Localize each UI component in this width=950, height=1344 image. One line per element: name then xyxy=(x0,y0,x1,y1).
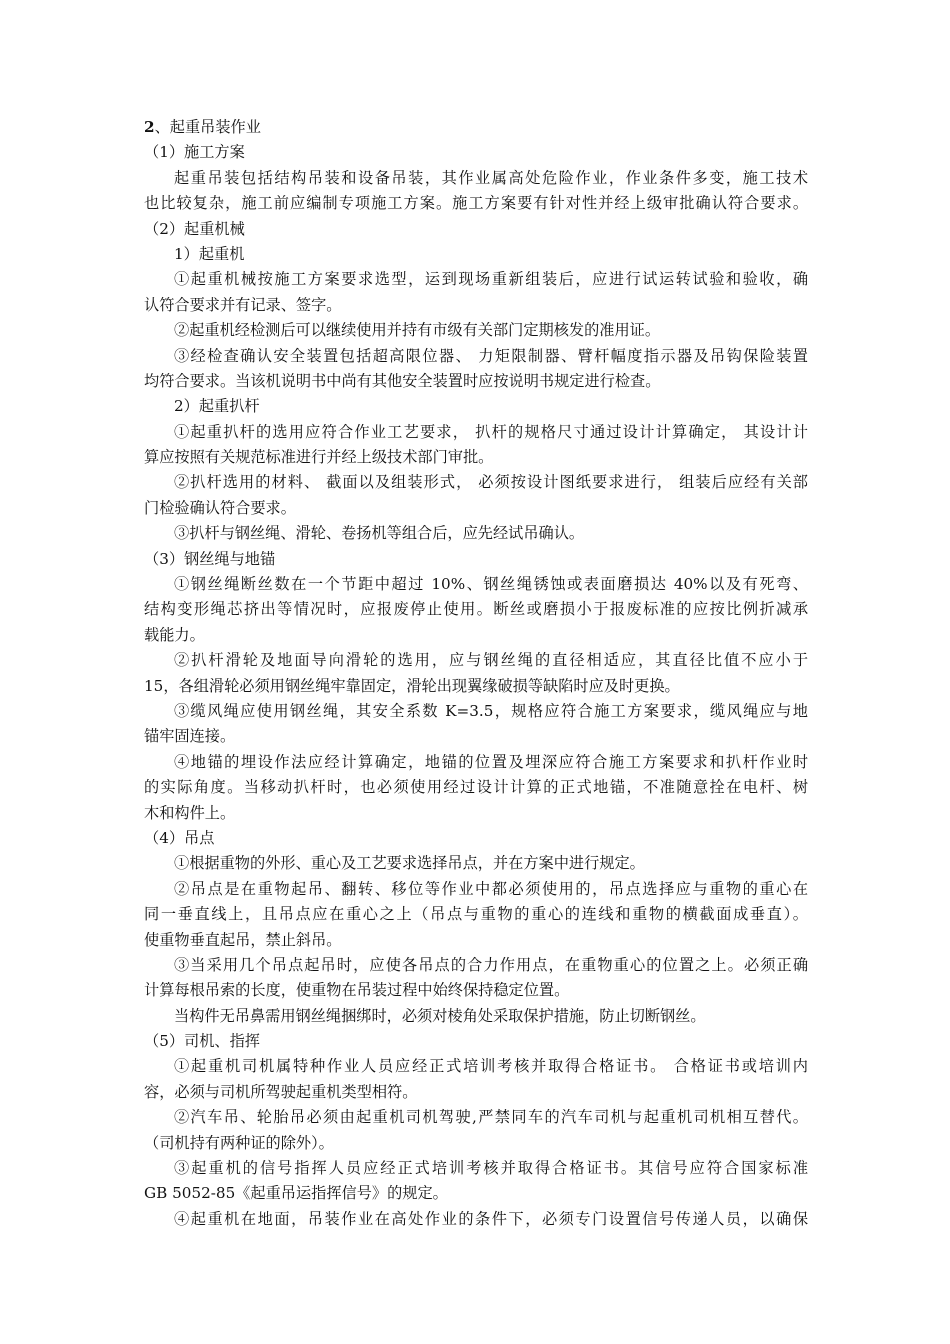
text-line: ②扒杆选用的材料、 截面以及组装形式， 必须按设计图纸要求进行， 组装后应经有关部 xyxy=(174,473,808,492)
text-line: ①根据重物的外形、重心及工艺要求选择吊点，并在方案中进行规定。 xyxy=(174,854,645,873)
text-line: ③当采用几个吊点起吊时，应使各吊点的合力作用点，在重物重心的位置之上。必须正确 xyxy=(174,955,808,974)
text-line: GB 5052-85《起重吊运指挥信号》的规定。 xyxy=(144,1184,448,1203)
text-line: （2）起重机械 xyxy=(144,219,245,238)
text-line: ②汽车吊、轮胎吊必须由起重机司机驾驶,严禁同车的汽车司机与起重机司机相互替代。 xyxy=(174,1108,808,1127)
text-line: （司机持有两种证的除外）。 xyxy=(144,1133,334,1152)
text-line: ③经检查确认安全装置包括超高限位器、 力矩限制器、臂杆幅度指示器及吊钩保险装置 xyxy=(174,346,808,365)
text-line: ①起重机司机属特种作业人员应经正式培训考核并取得合格证书。 合格证书或培训内 xyxy=(174,1057,808,1076)
text-line: ④起重机在地面，吊装作业在高处作业的条件下，必须专门设置信号传递人员，以确保 xyxy=(174,1209,808,1228)
text-line: ①起重机械按施工方案要求选型，运到现场重新组装后，应进行试运转试验和验收，确 xyxy=(174,270,808,289)
text-line: 1）起重机 xyxy=(174,244,245,263)
text-line: ②吊点是在重物起吊、翻转、移位等作业中都必须使用的，吊点选择应与重物的重心在 xyxy=(174,879,808,898)
text-line: （5）司机、指挥 xyxy=(144,1032,260,1051)
text-line: ③扒杆与钢丝绳、滑轮、卷扬机等组合后，应先经试吊确认。 xyxy=(174,524,585,543)
text-line: 容，必须与司机所驾驶起重机类型相符。 xyxy=(144,1082,418,1101)
text-line: 算应按照有关规范标准进行并经上级技术部门审批。 xyxy=(144,448,494,467)
section-number: 2 xyxy=(144,118,155,136)
text-line: （4）吊点 xyxy=(144,828,215,847)
text-line: 当构件无吊鼻需用钢丝绳捆绑时，必须对棱角处采取保护措施，防止切断钢丝。 xyxy=(174,1006,706,1025)
text-line: ③起重机的信号指挥人员应经正式培训考核并取得合格证书。其信号应符合国家标准 xyxy=(174,1159,808,1178)
text-line: ④地锚的埋设作法应经计算确定，地锚的位置及埋深应符合施工方案要求和扒杆作业时 xyxy=(174,752,808,771)
text-line: （3）钢丝绳与地锚 xyxy=(144,549,276,568)
text-line: 起重吊装包括结构吊装和设备吊装，其作业属高处危险作业，作业条件多变，施工技术 xyxy=(174,168,808,187)
text-line: 门检验确认符合要求。 xyxy=(144,498,296,517)
text-line: 计算每根吊索的长度，使重物在吊装过程中始终保持稳定位置。 xyxy=(144,981,570,1000)
text-line: 也比较复杂，施工前应编制专项施工方案。施工方案要有针对性并经上级审批确认符合要求。 xyxy=(144,194,808,213)
text-line: 结构变形绳芯挤出等情况时，应报废停止使用。断丝或磨损小于报废标准的应按比例折减承 xyxy=(144,600,808,619)
text-line: 载能力。 xyxy=(144,625,205,644)
text-line: 锚牢固连接。 xyxy=(144,727,236,746)
text-line: 的实际角度。当移动扒杆时，也必须使用经过设计计算的正式地锚，不准随意拴在电杆、树 xyxy=(144,778,808,797)
text-line: 认符合要求并有记录、签字。 xyxy=(144,295,342,314)
document-body xyxy=(144,115,808,1232)
text-line: ②扒杆滑轮及地面导向滑轮的选用，应与钢丝绳的直径相适应，其直径比值不应小于 xyxy=(174,651,808,670)
text-line: ②起重机经检测后可以继续使用并持有市级有关部门定期核发的准用证。 xyxy=(174,321,660,340)
text-line: 15，各组滑轮必须用钢丝绳牢靠固定，滑轮出现翼缘破损等缺陷时应及时更换。 xyxy=(144,676,680,695)
text-line: ③缆风绳应使用钢丝绳，其安全系数 K=3.5，规格应符合施工方案要求，缆风绳应与地 xyxy=(174,701,808,720)
text-line: 同一垂直线上，且吊点应在重心之上（吊点与重物的重心的连线和重物的横截面成垂直）。 xyxy=(144,905,808,924)
text-line: （1）施工方案 xyxy=(144,143,245,162)
text-line: 2）起重扒杆 xyxy=(174,397,260,416)
text-line: 使重物垂直起吊，禁止斜吊。 xyxy=(144,930,342,949)
text-line: ①钢丝绳断丝数在一个节距中超过 10%、钢丝绳锈蚀或表面磨损达 40%以及有死弯、 xyxy=(174,575,808,594)
section-heading xyxy=(144,115,808,140)
text-line: 均符合要求。当该机说明书中尚有其他安全装置时应按说明书规定进行检查。 xyxy=(144,371,661,390)
text-line: 木和构件上。 xyxy=(144,803,236,822)
text-line: ①起重扒杆的选用应符合作业工艺要求， 扒杆的规格尺寸通过设计计算确定， 其设计计 xyxy=(174,422,808,441)
section-title: 、起重吊装作业 xyxy=(154,118,261,136)
